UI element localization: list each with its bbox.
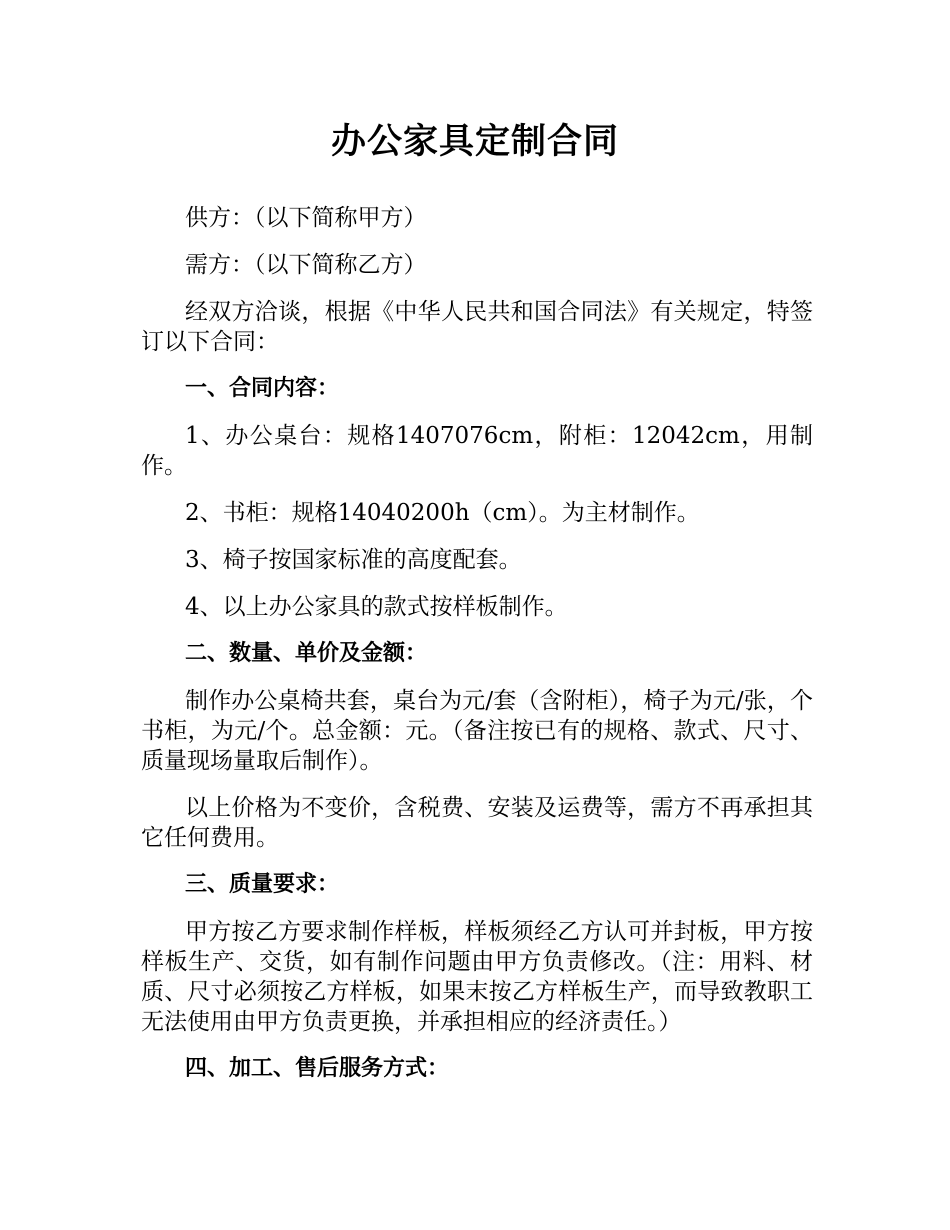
price-terms-paragraph: 以上价格为不变价，含税费、安装及运费等，需方不再承担其它任何费用。 — [141, 795, 813, 851]
content-item-desk: 1、办公桌台：规格1407076cm，附柜：12042cm，用制作。 — [141, 423, 813, 479]
quantity-price-paragraph: 制作办公桌椅共套，桌台为元/套（含附柜），椅子为元/张，个书柜，为元/个。总金额：元。（备注按已有的规格、款式、尺寸、质量现场量取后制作）。 — [141, 688, 813, 774]
section-heading-quality: 三、质量要求： — [185, 872, 340, 897]
section-heading-quantity-price: 二、数量、单价及金额： — [185, 641, 428, 666]
content-item-bookcase: 2、书柜：规格14040200h（cm）。为主材制作。 — [185, 500, 700, 526]
quality-paragraph: 甲方按乙方要求制作样板，样板须经乙方认可并封板，甲方按样板生产、交货，如有制作问题由甲方负责修改。（注：用料、材质、尺寸必须按乙方样板，如果末按乙方样板生产，而导致教职工无法使用由甲方负责更换，并承担相应的经济责任。） — [141, 919, 813, 1035]
intro-paragraph: 经双方洽谈，根据《中华人民共和国合同法》有关规定，特签订以下合同： — [141, 299, 813, 355]
supplier-line: 供方：（以下简称甲方） — [185, 205, 427, 231]
content-item-chair: 3、椅子按国家标准的高度配套。 — [185, 547, 522, 573]
section-heading-service: 四、加工、售后服务方式： — [185, 1056, 450, 1081]
section-heading-contract-content: 一、合同内容： — [185, 376, 340, 401]
document-title: 办公家具定制合同 — [330, 122, 619, 162]
document-body — [141, 203, 813, 1101]
content-item-style: 4、以上办公家具的款式按样板制作。 — [185, 594, 568, 620]
buyer-line: 需方：（以下简称乙方） — [185, 252, 427, 278]
